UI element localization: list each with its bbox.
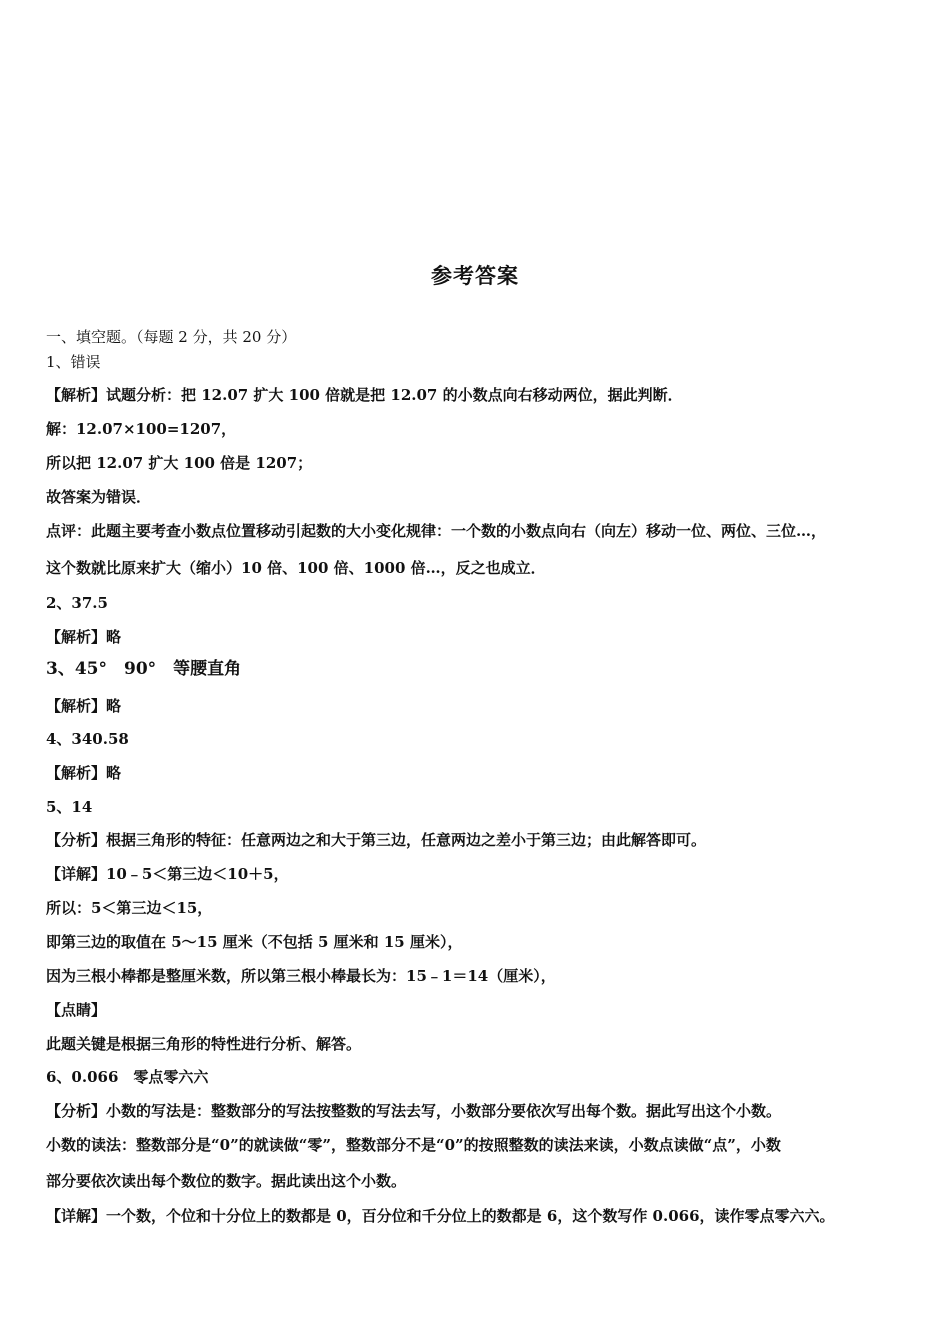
analysis-line: 【分析】根据三角形的特征：任意两边之和大于第三边，任意两边之差小于第三边；由此解答即可。 — [46, 831, 707, 849]
analysis-line: 【解析】略 — [46, 764, 122, 782]
answer-line: 5、14 — [46, 798, 93, 816]
detail-line: 所以：5＜第三边＜15， — [46, 899, 213, 917]
analysis-line: 【分析】小数的写法是：整数部分的写法按整数的写法去写，小数部分要依次写出每个数。据此写出这个小数。 — [46, 1102, 782, 1120]
page-title: 参考答案 — [431, 263, 519, 288]
answer-line: 6、0.066 零点零六六 — [46, 1068, 209, 1086]
section-heading: 一、填空题。（每题 2 分，共 20 分） — [46, 328, 297, 346]
answer-line: 2、37.5 — [46, 594, 108, 612]
answer-line: 3、45° 90° 等腰直角 — [46, 659, 242, 679]
detail-line: 因为三根小棒都是整厘米数，所以第三根小棒最长为：15﹣1＝14（厘米）， — [46, 967, 556, 985]
analysis-line: 部分要依次读出每个数位的数字。据此读出这个小数。 — [46, 1172, 407, 1190]
analysis-line: 【解析】试题分析：把 12.07 扩大 100 倍就是把 12.07 的小数点向右移动两位，据此判断． — [46, 386, 683, 404]
comment-line: 这个数就比原来扩大（缩小）10 倍、100 倍、1000 倍…，反之也成立． — [46, 559, 546, 577]
detail-line: 【详解】一个数，个位和十分位上的数都是 0，百分位和千分位上的数都是 6，这个数写作 0.066，读作零点零六六。 — [46, 1207, 835, 1225]
detail-line: 【详解】10﹣5＜第三边＜10＋5， — [46, 865, 289, 883]
solution-line: 解：12.07×100=1207， — [46, 420, 237, 438]
key-point-line: 此题关键是根据三角形的特性进行分析、解答。 — [46, 1035, 362, 1053]
detail-line: 即第三边的取值在 5～15 厘米（不包括 5 厘米和 15 厘米）， — [46, 933, 463, 951]
answer-line: 4、340.58 — [46, 730, 129, 748]
analysis-line: 小数的读法：整数部分是“0”的就读做“零”，整数部分不是“0”的按照整数的读法来读，小数点读做“点”，小数 — [46, 1136, 781, 1154]
key-point-label: 【点睛】 — [46, 1001, 107, 1019]
solution-line: 故答案为错误． — [46, 488, 152, 506]
answer-line: 1、错误 — [46, 353, 101, 371]
comment-line: 点评：此题主要考查小数点位置移动引起数的大小变化规律：一个数的小数点向右（向左）移动一位、两位、三位…， — [46, 522, 827, 540]
analysis-line: 【解析】略 — [46, 628, 122, 646]
solution-line: 所以把 12.07 扩大 100 倍是 1207； — [46, 454, 313, 472]
analysis-line: 【解析】略 — [46, 697, 122, 715]
